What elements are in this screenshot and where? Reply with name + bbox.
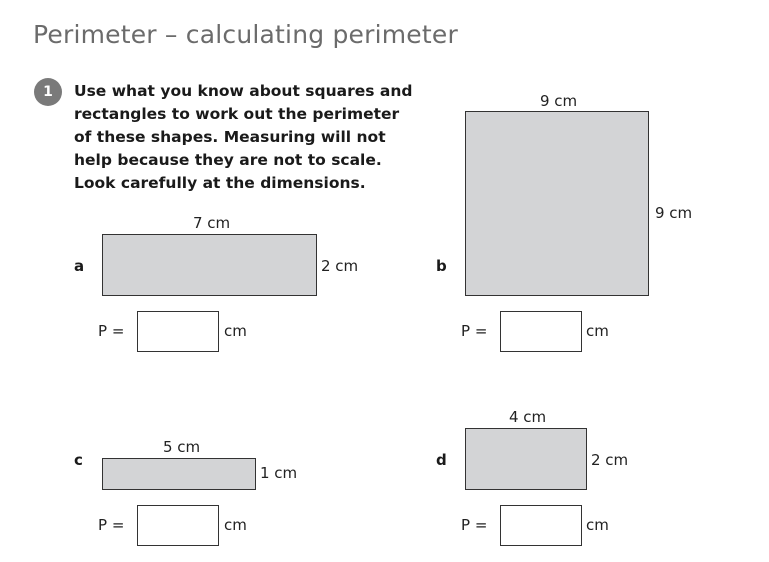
shape-b-answer-box[interactable] — [500, 311, 582, 352]
shape-d-rectangle — [465, 428, 587, 490]
shape-a-perimeter-label: P = — [98, 322, 125, 340]
shape-a-unit: cm — [224, 322, 247, 340]
shape-a-height-label: 2 cm — [321, 257, 359, 275]
shape-d-width-label: 4 cm — [509, 408, 547, 426]
instruction-line: help because they are not to scale. — [74, 151, 382, 169]
instruction-line: Look carefully at the dimensions. — [74, 174, 366, 192]
shape-d-answer-box[interactable] — [500, 505, 582, 546]
instruction-line: rectangles to work out the perimeter — [74, 105, 400, 123]
shape-b-height-label: 9 cm — [655, 204, 693, 222]
page-title: Perimeter – calculating perimeter — [33, 20, 458, 49]
instruction-line: Use what you know about squares and — [74, 82, 413, 100]
shape-c-rectangle — [102, 458, 256, 490]
shape-b-letter: b — [436, 257, 447, 275]
shape-c-answer-box[interactable] — [137, 505, 219, 546]
shape-c-perimeter-label: P = — [98, 516, 125, 534]
shape-c-height-label: 1 cm — [260, 464, 298, 482]
question-number-badge: 1 — [34, 78, 62, 106]
shape-b-perimeter-label: P = — [461, 322, 488, 340]
shape-a-letter: a — [74, 257, 85, 275]
shape-c-letter: c — [74, 451, 83, 469]
shape-a-width-label: 7 cm — [193, 214, 231, 232]
shape-a-rectangle — [102, 234, 317, 296]
shape-d-perimeter-label: P = — [461, 516, 488, 534]
shape-d-unit: cm — [586, 516, 609, 534]
question-instructions — [74, 80, 424, 195]
shape-c-width-label: 5 cm — [163, 438, 201, 456]
shape-c-unit: cm — [224, 516, 247, 534]
shape-b-square — [465, 111, 649, 296]
shape-b-unit: cm — [586, 322, 609, 340]
shape-a-answer-box[interactable] — [137, 311, 219, 352]
instruction-line: of these shapes. Measuring will not — [74, 128, 386, 146]
shape-b-width-label: 9 cm — [540, 92, 578, 110]
shape-d-height-label: 2 cm — [591, 451, 629, 469]
shape-d-letter: d — [436, 451, 447, 469]
